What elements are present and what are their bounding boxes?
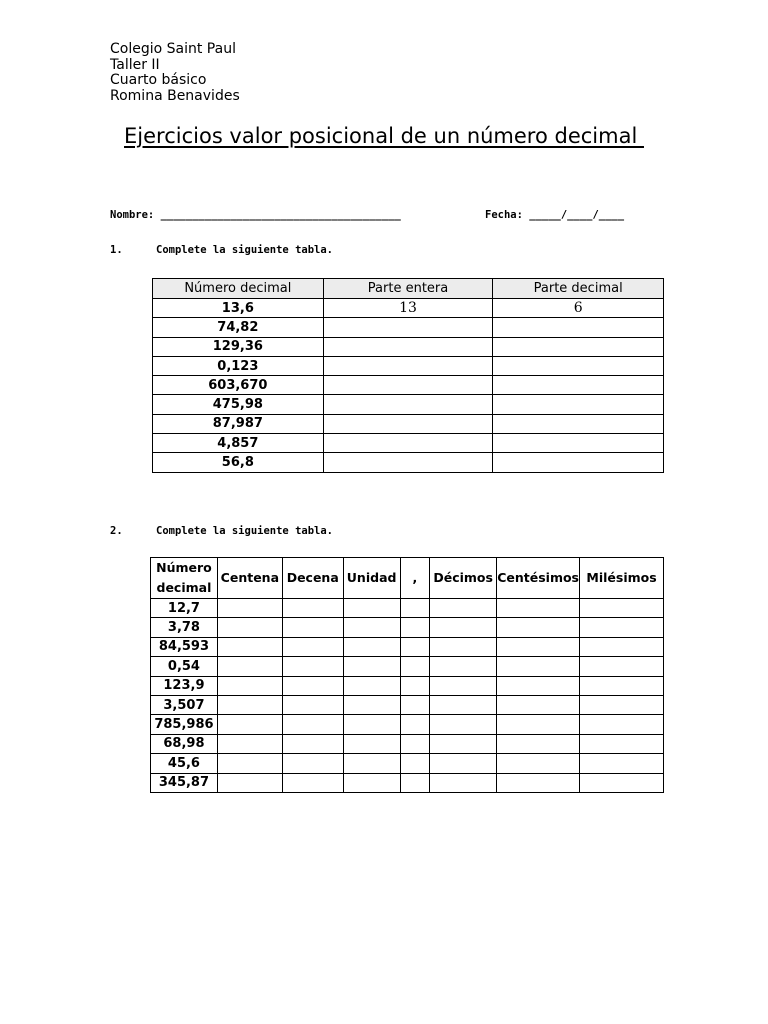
decimal-part-cell[interactable] (493, 376, 664, 395)
decimal-number-cell: 13,6 (153, 299, 324, 318)
answer-cell[interactable] (282, 657, 343, 676)
answer-cell[interactable] (343, 618, 400, 637)
answer-cell[interactable] (430, 618, 497, 637)
decimal-number-cell: 84,593 (151, 637, 218, 656)
answer-cell[interactable] (400, 695, 430, 714)
answer-cell[interactable] (497, 695, 580, 714)
decimal-number-cell: 45,6 (151, 754, 218, 773)
answer-cell[interactable] (497, 676, 580, 695)
answer-cell[interactable] (400, 754, 430, 773)
integer-part-cell[interactable] (323, 318, 493, 337)
table-row (153, 395, 664, 414)
answer-cell[interactable] (430, 754, 497, 773)
answer-cell[interactable] (497, 754, 580, 773)
answer-cell[interactable] (580, 773, 664, 792)
grade-level: Cuarto básico (110, 72, 207, 88)
answer-cell[interactable] (400, 773, 430, 792)
school-name: Colegio Saint Paul (110, 41, 236, 57)
answer-cell[interactable] (430, 734, 497, 753)
decimal-number-cell: 68,98 (151, 734, 218, 753)
answer-cell[interactable] (343, 695, 400, 714)
answer-cell[interactable] (580, 599, 664, 618)
answer-cell[interactable] (343, 657, 400, 676)
decimal-part-cell[interactable]: 6 (493, 299, 664, 318)
table-row (153, 337, 664, 356)
table-row (153, 453, 664, 472)
answer-cell[interactable] (217, 599, 282, 618)
answer-cell[interactable] (217, 715, 282, 734)
table-row (153, 414, 664, 433)
answer-cell[interactable] (282, 599, 343, 618)
answer-cell[interactable] (430, 695, 497, 714)
integer-part-cell[interactable] (323, 434, 493, 453)
decimal-number-cell: 12,7 (151, 599, 218, 618)
answer-cell[interactable] (400, 637, 430, 656)
answer-cell[interactable] (217, 773, 282, 792)
answer-cell[interactable] (282, 637, 343, 656)
integer-part-cell[interactable] (323, 337, 493, 356)
decimal-number-cell: 129,36 (153, 337, 324, 356)
decimal-number-cell: 0,54 (151, 657, 218, 676)
answer-cell[interactable] (400, 715, 430, 734)
decimal-part-cell[interactable] (493, 356, 664, 375)
worksheet-title: Ejercicios valor posicional de un número decimal (124, 124, 644, 148)
answer-cell[interactable] (217, 637, 282, 656)
answer-cell[interactable] (430, 676, 497, 695)
decimal-number-cell: 87,987 (153, 414, 324, 433)
column-header: Número decimal (153, 279, 324, 299)
answer-cell[interactable] (217, 618, 282, 637)
table-row (153, 434, 664, 453)
column-header: Decena (282, 558, 343, 599)
answer-cell[interactable] (497, 715, 580, 734)
answer-cell[interactable] (400, 618, 430, 637)
table-row (153, 299, 664, 318)
answer-cell[interactable] (343, 754, 400, 773)
decimal-part-cell[interactable] (493, 453, 664, 472)
answer-cell[interactable] (400, 657, 430, 676)
decimal-number-cell: 3,78 (151, 618, 218, 637)
exercise-1-number: 1. (110, 244, 123, 256)
column-header: Centésimos (497, 558, 580, 599)
place-value-table (150, 557, 664, 793)
answer-cell[interactable] (217, 754, 282, 773)
answer-cell[interactable] (580, 734, 664, 753)
decimal-number-cell: 345,87 (151, 773, 218, 792)
table-row (151, 599, 664, 618)
answer-cell[interactable] (430, 715, 497, 734)
table-row (153, 318, 664, 337)
answer-cell[interactable] (282, 676, 343, 695)
table-row (151, 773, 664, 792)
integer-part-cell[interactable] (323, 414, 493, 433)
decimal-number-cell: 123,9 (151, 676, 218, 695)
answer-cell[interactable] (497, 734, 580, 753)
answer-cell[interactable] (497, 773, 580, 792)
answer-cell[interactable] (497, 618, 580, 637)
answer-cell[interactable] (343, 676, 400, 695)
table-row (151, 695, 664, 714)
answer-cell[interactable] (282, 734, 343, 753)
decimal-part-cell[interactable] (493, 337, 664, 356)
decimal-part-cell[interactable] (493, 318, 664, 337)
answer-cell[interactable] (400, 599, 430, 618)
table-row (151, 734, 664, 753)
answer-cell[interactable] (217, 676, 282, 695)
decimal-number-cell: 603,670 (153, 376, 324, 395)
decimal-number-cell: 475,98 (153, 395, 324, 414)
exercise-2-instruction (110, 525, 333, 537)
decimal-parts-table (152, 278, 664, 473)
answer-cell[interactable] (497, 657, 580, 676)
answer-cell[interactable] (400, 734, 430, 753)
exercise-2-text: Complete la siguiente tabla. (156, 525, 334, 537)
answer-cell[interactable] (430, 773, 497, 792)
answer-cell[interactable] (580, 618, 664, 637)
workshop-name: Taller II (110, 56, 160, 73)
column-header: Centena (217, 558, 282, 599)
answer-cell[interactable] (580, 637, 664, 656)
answer-cell[interactable] (497, 637, 580, 656)
decimal-number-cell: 0,123 (153, 356, 324, 375)
integer-part-cell[interactable] (323, 453, 493, 472)
answer-cell[interactable] (343, 773, 400, 792)
teacher-name: Romina Benavides (110, 87, 240, 104)
decimal-number-cell: 56,8 (153, 453, 324, 472)
name-field: Nombre: ______________________________________ (110, 209, 401, 221)
column-header: , (400, 558, 430, 599)
column-header: Unidad (343, 558, 400, 599)
answer-cell[interactable] (497, 599, 580, 618)
answer-cell[interactable] (343, 715, 400, 734)
table-row (151, 657, 664, 676)
exercise-1-instruction (110, 244, 333, 256)
table-row (153, 376, 664, 395)
decimal-part-cell[interactable] (493, 434, 664, 453)
answer-cell[interactable] (282, 715, 343, 734)
table-row (151, 618, 664, 637)
answer-cell[interactable] (282, 618, 343, 637)
column-header: Milésimos (580, 558, 664, 599)
integer-part-cell[interactable] (323, 356, 493, 375)
integer-part-cell[interactable] (323, 376, 493, 395)
answer-cell[interactable] (580, 695, 664, 714)
answer-cell[interactable] (430, 657, 497, 676)
document-header (110, 42, 240, 104)
answer-cell[interactable] (217, 695, 282, 714)
decimal-number-cell: 3,507 (151, 695, 218, 714)
integer-part-cell[interactable]: 13 (323, 299, 493, 318)
date-field: Fecha: _____/____/____ (485, 209, 625, 221)
answer-cell[interactable] (580, 657, 664, 676)
answer-cell[interactable] (580, 676, 664, 695)
decimal-part-cell[interactable] (493, 395, 664, 414)
table-row (153, 356, 664, 375)
column-header: Número decimal (151, 558, 218, 599)
table-row (151, 715, 664, 734)
column-header: Parte entera (323, 279, 493, 299)
answer-cell[interactable] (282, 695, 343, 714)
integer-part-cell[interactable] (323, 395, 493, 414)
answer-cell[interactable] (430, 599, 497, 618)
decimal-number-cell: 785,986 (151, 715, 218, 734)
decimal-part-cell[interactable] (493, 414, 664, 433)
decimal-number-cell: 74,82 (153, 318, 324, 337)
answer-cell[interactable] (400, 676, 430, 695)
decimal-number-cell: 4,857 (153, 434, 324, 453)
answer-cell[interactable] (217, 734, 282, 753)
answer-cell[interactable] (343, 599, 400, 618)
answer-cell[interactable] (282, 754, 343, 773)
exercise-1-text: Complete la siguiente tabla. (156, 244, 334, 256)
answer-cell[interactable] (580, 715, 664, 734)
exercise-2-number: 2. (110, 525, 123, 537)
table-row (151, 637, 664, 656)
answer-cell[interactable] (430, 637, 497, 656)
column-header: Parte decimal (493, 279, 664, 299)
answer-cell[interactable] (343, 637, 400, 656)
answer-cell[interactable] (217, 657, 282, 676)
answer-cell[interactable] (343, 734, 400, 753)
answer-cell[interactable] (580, 754, 664, 773)
table-row (151, 676, 664, 695)
column-header: Décimos (430, 558, 497, 599)
answer-cell[interactable] (282, 773, 343, 792)
table-row (151, 754, 664, 773)
